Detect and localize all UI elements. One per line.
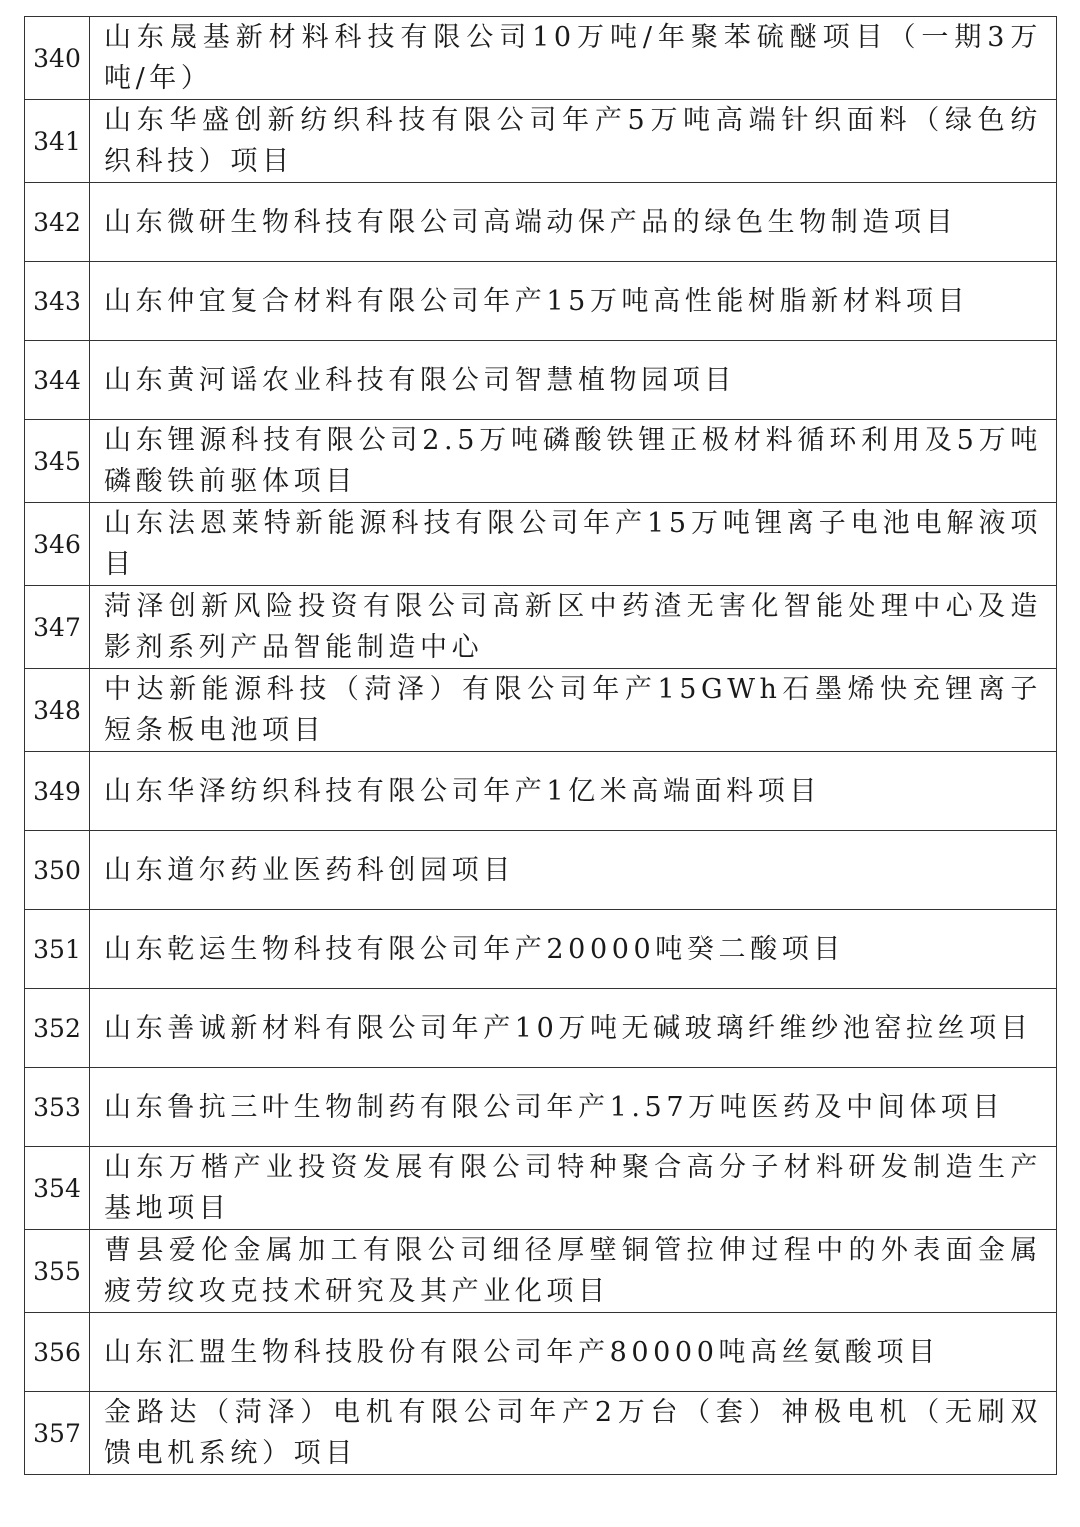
project-name: 山东晟基新材料科技有限公司10万吨/年聚苯硫醚项目（一期3万吨/年） [90,17,1057,100]
table-row [25,752,1057,831]
project-name: 山东华盛创新纺织科技有限公司年产5万吨高端针织面料（绿色纺织科技）项目 [90,100,1057,183]
table-row [25,669,1057,752]
project-name: 曹县爱伦金属加工有限公司细径厚壁铜管拉伸过程中的外表面金属疲劳纹攻克技术研究及其产业化项目 [90,1230,1057,1313]
project-name: 山东微研生物科技有限公司高端动保产品的绿色生物制造项目 [90,183,1057,262]
table-row [25,1392,1057,1475]
project-name: 山东万楷产业投资发展有限公司特种聚合高分子材料研发制造生产基地项目 [90,1147,1057,1230]
project-name: 菏泽创新风险投资有限公司高新区中药渣无害化智能处理中心及造影剂系列产品智能制造中心 [90,586,1057,669]
row-number: 350 [25,831,90,910]
row-number: 354 [25,1147,90,1230]
row-number: 353 [25,1068,90,1147]
table-row [25,503,1057,586]
project-table [24,16,1057,1475]
row-number: 341 [25,100,90,183]
project-name: 山东乾运生物科技有限公司年产20000吨癸二酸项目 [90,910,1057,989]
row-number: 347 [25,586,90,669]
row-number: 357 [25,1392,90,1475]
row-number: 340 [25,17,90,100]
table-row [25,420,1057,503]
table-row [25,17,1057,100]
row-number: 352 [25,989,90,1068]
project-name: 山东法恩莱特新能源科技有限公司年产15万吨锂离子电池电解液项目 [90,503,1057,586]
row-number: 351 [25,910,90,989]
project-name: 山东华泽纺织科技有限公司年产1亿米高端面料项目 [90,752,1057,831]
table-row [25,1147,1057,1230]
table-row [25,1313,1057,1392]
table-row [25,100,1057,183]
project-name: 山东鲁抗三叶生物制药有限公司年产1.57万吨医药及中间体项目 [90,1068,1057,1147]
project-name: 山东善诚新材料有限公司年产10万吨无碱玻璃纤维纱池窑拉丝项目 [90,989,1057,1068]
table-row [25,341,1057,420]
row-number: 346 [25,503,90,586]
project-name: 山东汇盟生物科技股份有限公司年产80000吨高丝氨酸项目 [90,1313,1057,1392]
project-table-body [25,17,1057,1475]
row-number: 355 [25,1230,90,1313]
table-row [25,989,1057,1068]
row-number: 345 [25,420,90,503]
project-name: 山东仲宜复合材料有限公司年产15万吨高性能树脂新材料项目 [90,262,1057,341]
row-number: 342 [25,183,90,262]
row-number: 348 [25,669,90,752]
project-name: 中达新能源科技（菏泽）有限公司年产15GWh石墨烯快充锂离子短条板电池项目 [90,669,1057,752]
row-number: 343 [25,262,90,341]
row-number: 356 [25,1313,90,1392]
project-name: 山东道尔药业医药科创园项目 [90,831,1057,910]
document-page [24,16,1057,1475]
table-row [25,183,1057,262]
project-name: 山东黄河谣农业科技有限公司智慧植物园项目 [90,341,1057,420]
row-number: 349 [25,752,90,831]
table-row [25,1230,1057,1313]
project-name: 山东锂源科技有限公司2.5万吨磷酸铁锂正极材料循环利用及5万吨磷酸铁前驱体项目 [90,420,1057,503]
table-row [25,262,1057,341]
table-row [25,831,1057,910]
project-name: 金路达（菏泽）电机有限公司年产2万台（套）神极电机（无刷双馈电机系统）项目 [90,1392,1057,1475]
table-row [25,586,1057,669]
table-row [25,910,1057,989]
table-row [25,1068,1057,1147]
row-number: 344 [25,341,90,420]
